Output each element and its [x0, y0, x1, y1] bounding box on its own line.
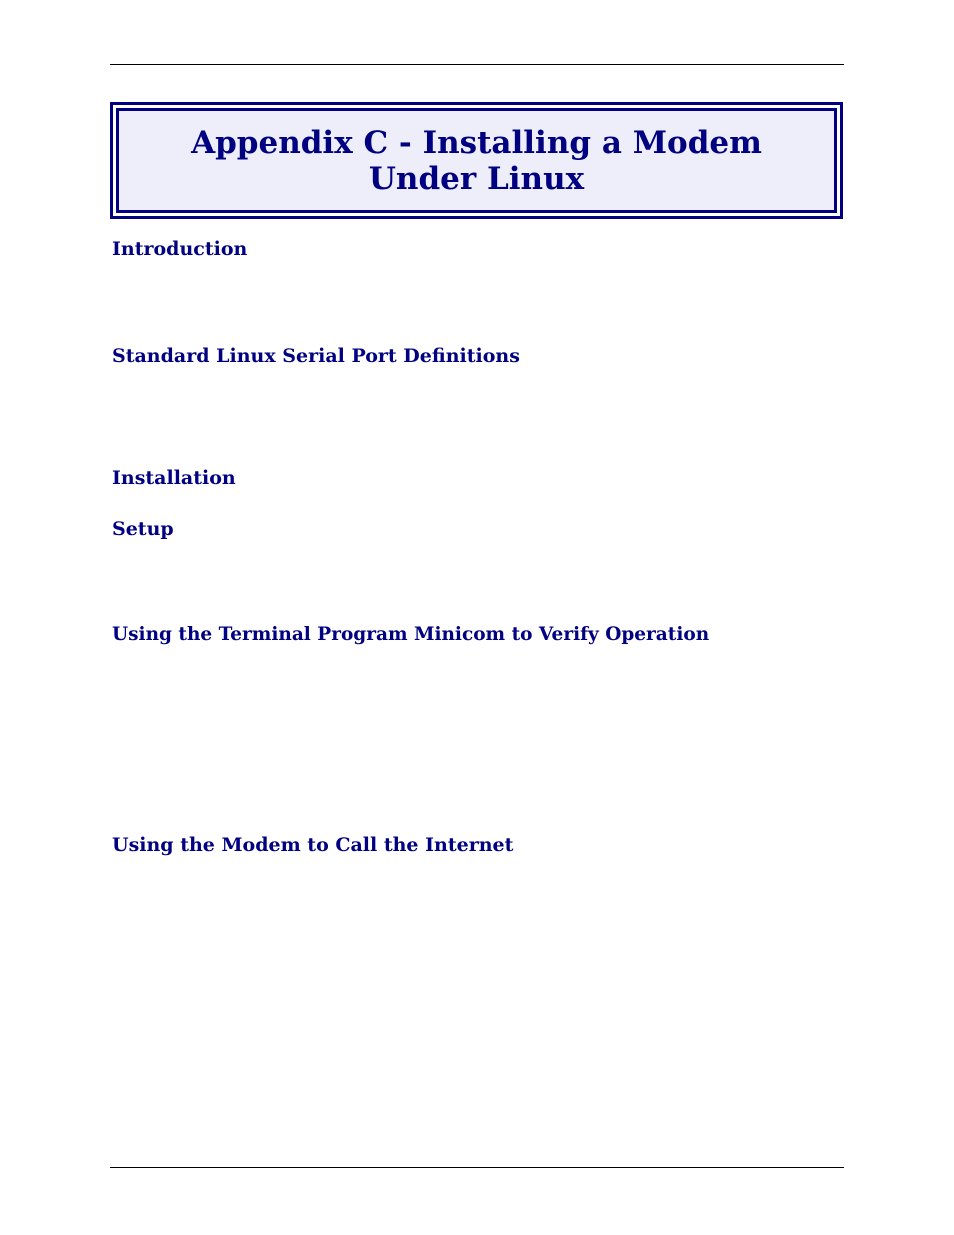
section-heading-setup: Setup — [112, 518, 174, 540]
section-heading-serial-port-definitions: Standard Linux Serial Port Definitions — [112, 345, 520, 367]
title-box-inner — [116, 108, 837, 213]
section-heading-installation: Installation — [112, 467, 236, 489]
section-heading-introduction: Introduction — [112, 238, 248, 260]
header-rule — [110, 64, 844, 65]
section-heading-call-internet: Using the Modem to Call the Internet — [112, 834, 514, 856]
footer-rule — [110, 1167, 844, 1168]
section-heading-minicom: Using the Terminal Program Minicom to Verify Operation — [112, 624, 710, 645]
title-box — [110, 102, 843, 219]
page-title: Appendix C - Installing a Modem Under Linux — [191, 124, 762, 197]
